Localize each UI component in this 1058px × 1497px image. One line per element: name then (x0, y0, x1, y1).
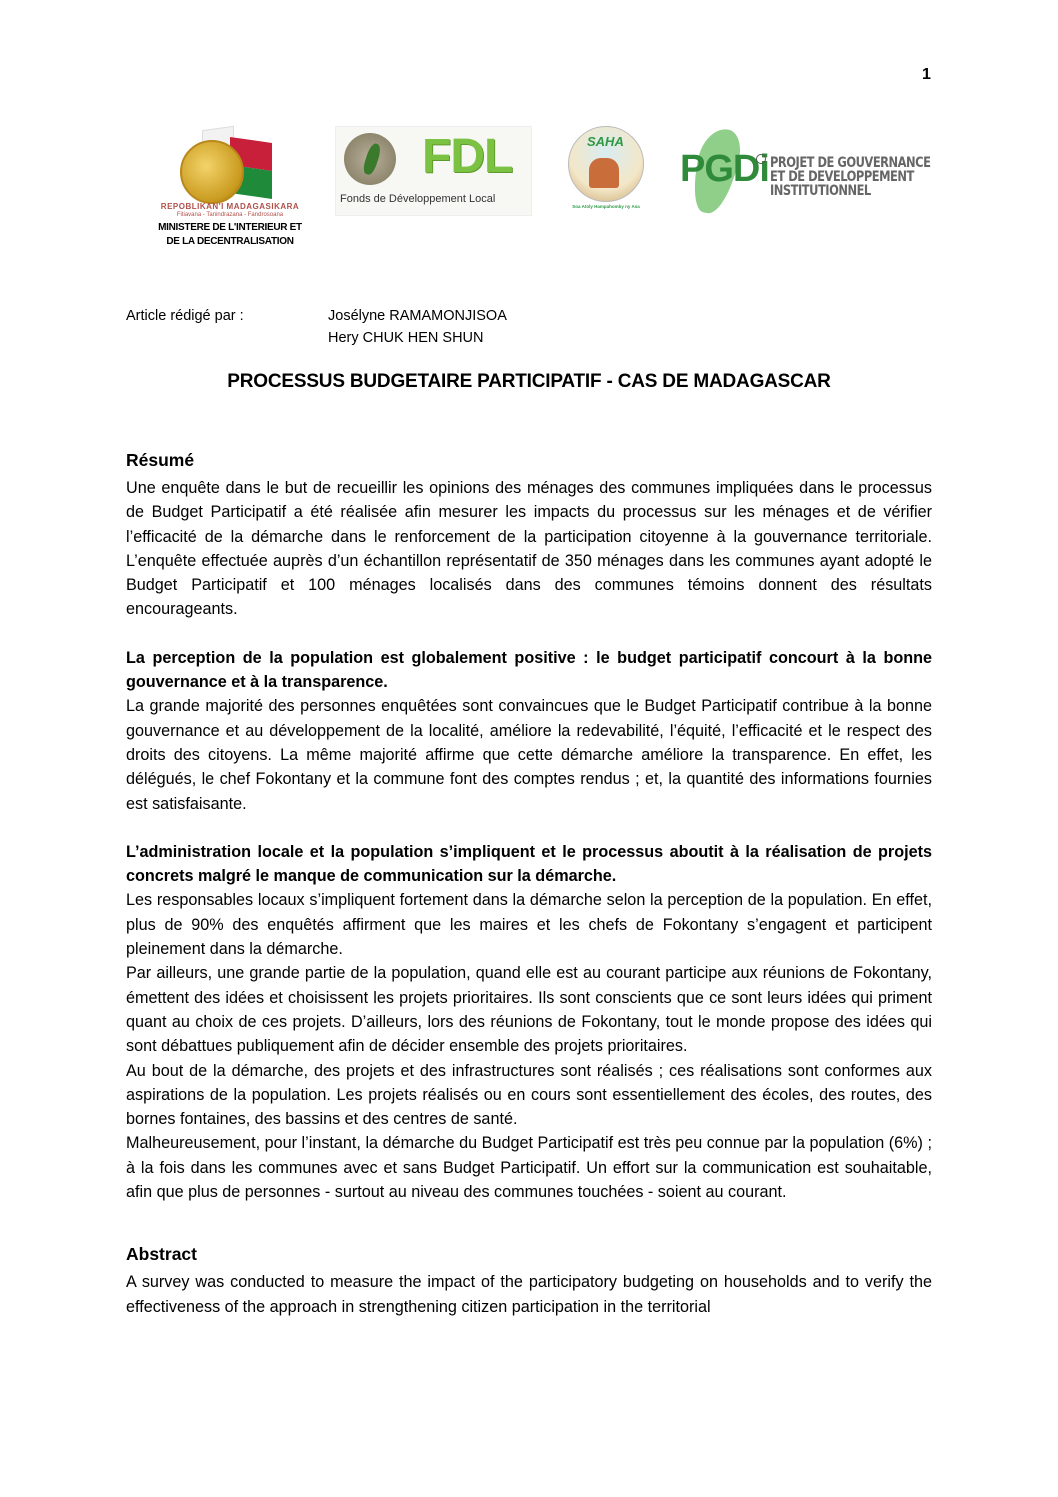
document-title: PROCESSUS BUDGETAIRE PARTICIPATIF - CAS DE MADAGASCAR (227, 371, 831, 392)
author-name: Hery CHUK HEN SHUN (328, 330, 484, 346)
republic-name: REPOBLIKAN'I MADAGASIKARA (160, 202, 300, 211)
section-paragraph: Malheureusement, pour l’instant, la démarche du Budget Participatif est très peu connue par la population (6%) ; à la fois dans les communes avec et sans Budget Participatif. Un effort sur la communication est souhaitable, afin que plus de personnes - surtout au niveau des communes touchées - soient au courant. (126, 1134, 932, 1202)
saha-logo (565, 126, 647, 216)
pgdi-line-1: PROJET DE GOUVERNANCE (770, 155, 931, 171)
fdl-acronym: FDL (422, 130, 513, 183)
page-number: 1 (922, 66, 931, 83)
spacer (126, 622, 932, 646)
section-lead: La perception de la population est globalement positive : le budget participatif concourt à la bonne gouvernance et à la transparence. (126, 648, 932, 692)
authors-label: Article rédigé par : (126, 308, 244, 324)
globe-icon (756, 154, 766, 164)
pgdi-full-name (770, 156, 930, 198)
pgdi-acronym: PGDi (680, 148, 769, 190)
abstract-body: A survey was conducted to measure the impact of the participatory budgeting on households and to verify the effectiveness of the approach in strengthening citizen participation in the territorial (126, 1273, 932, 1316)
madagascar-ministry-logo (140, 118, 320, 253)
section-paragraph: Par ailleurs, une grande partie de la population, quand elle est au courant participe aux réunions de Fokontany, émettent des idées et choisissent les projets prioritaires. Ils sont conscients que ce sont leurs idées qui priment quant au choix de ces projets. D’ailleurs, lors des réunions de Fokontany, tout le monde propose des idées qui sont débattues publiquement afin de décider ensemble des projets prioritaires. (126, 964, 932, 1056)
people-figure-icon (589, 158, 619, 188)
authors-names (328, 305, 507, 349)
section-lead: L’administration locale et la population s’impliquent et le processus aboutit à la réalisation de projets concrets malgré le manque de communication sur la démarche. (126, 842, 932, 886)
author-name: Josélyne RAMAMONJISOA (328, 308, 507, 324)
resume-heading: Résumé (126, 450, 195, 470)
abstract-heading: Abstract (126, 1244, 197, 1265)
pgdi-logo (678, 126, 938, 218)
section-paragraph: Les responsables locaux s’impliquent fortement dans la démarche selon la perception de la population. En effet, plus de 90% des enquêtés affirment que les maires et les chefs de Fokontany s’engagent et participent pleinement dans la démarche. (126, 891, 932, 959)
section-paragraph: La grande majorité des personnes enquêtées sont convaincues que le Budget Participatif contribue à la bonne gouvernance et au développement de la localité, améliore la redevabilité, l’équité, l’efficacité et le respect des droits des citoyens. La même majorité affirme que cette démarche améliore la transparence. En effet, les délégués, le chef Fokontany et la commune font des comptes rendus ; et, la quantité des informations fournies est satisfaisante. (126, 697, 932, 813)
section-paragraph: Au bout de la démarche, des projets et des infrastructures sont réalisés ; ces réalisations sont conformes aux aspirations de la population. Les projets réalisés ou en cours sont essentiellement des écoles, des routes, des bornes fontaines, des bassins et des centres de santé. (126, 1061, 932, 1129)
pgdi-line-2: ET DE DEVELOPPEMENT (770, 169, 914, 185)
document-body (126, 448, 932, 1319)
ministry-line-2: DE LA DECENTRALISATION (166, 236, 294, 247)
pgdi-line-3: INSTITUTIONNEL (770, 183, 871, 199)
spacer (126, 816, 932, 840)
republic-motto: Fitiavana - Tanindrazana - Fandrosoana (176, 212, 284, 218)
fdl-full-name: Fonds de Développement Local (340, 193, 496, 205)
saha-acronym: SAHA (587, 134, 624, 149)
fdl-emblem-icon (344, 133, 396, 185)
fdl-logo (335, 126, 532, 216)
resume-intro: Une enquête dans le but de recueillir les opinions des ménages des communes impliquées dans le processus de Budget Participatif a été réalisée afin mesurer les impacts du processus sur les ménages et de vérifier l’efficacité de la démarche dans le renforcement de la participation citoyenne à la gouvernance territoriale. L’enquête effectuée auprès d’un échantillon représentatif de 350 ménages dans les communes ayant adopté le Budget Participatif et 100 ménages localisés dans des communes témoins donnent des résultats encourageants. (126, 479, 932, 619)
ministry-name (140, 221, 320, 249)
saha-tagline: Soa Atoly Hampahomby ny Asa (572, 204, 640, 209)
spacer (126, 1204, 932, 1242)
national-seal-icon (180, 140, 244, 204)
ministry-line-1: MINISTERE DE L'INTERIEUR ET (158, 222, 302, 233)
